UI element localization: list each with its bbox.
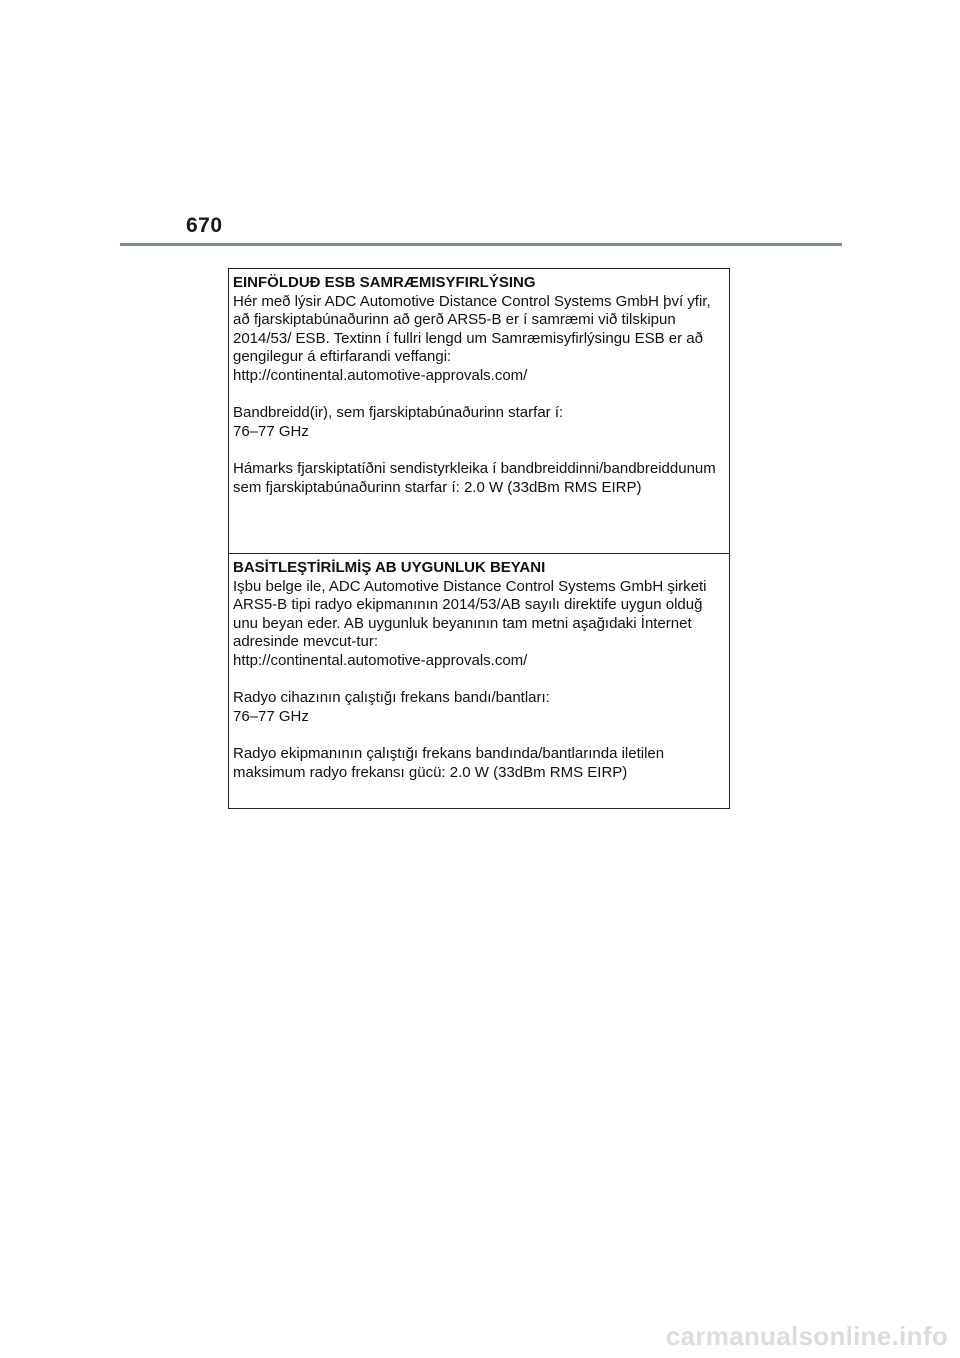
- footer-watermark: carmanualsonline.info: [665, 1321, 948, 1351]
- declaration-box: [228, 268, 730, 809]
- declaration-heading-tr: BASİTLEŞTİRİLMİŞ AB UYGUNLUK BEYANI: [233, 559, 546, 576]
- band-value-is: 76–77 GHz: [233, 422, 309, 440]
- declaration-heading-is: EINFÖLDUÐ ESB SAMRÆMISYFIRLÝSING: [233, 274, 536, 291]
- declaration-url-tr: http://continental.automotive-approvals.com/: [233, 651, 528, 669]
- declaration-intro-is: Hér með lýsir ADC Automotive Distance Control Systems GmbH því yfir, að fjarskiptabúnaðurinn að gerð ARS5-B er í samræmi við tilskipun 2014/53/ ESB. Textinn í fullri lengd um Samræmisyfirlýsingu ESB er að gengilegur á eftirfarandi veffangi:: [233, 292, 711, 366]
- band-value-tr: 76–77 GHz: [233, 707, 309, 725]
- power-text-tr: Radyo ekipmanının çalıştığı frekans bandında/bantlarında iletilen maksimum radyo frekansı gücü: 2.0 W (33dBm RMS EIRP): [233, 744, 665, 781]
- band-label-is: Bandbreidd(ir), sem fjarskiptabúnaðurinn starfar í:: [233, 404, 564, 422]
- declaration-url-is: http://continental.automotive-approvals.com/: [233, 366, 528, 384]
- declaration-intro-tr: Işbu belge ile, ADC Automotive Distance Control Systems GmbH şirketi ARS5-B tipi radyo ekipmanının 2014/53/AB sayılı direktife uygun olduğ unu beyan eder. AB uygunluk beyanının tam metni aşağıdaki İnternet adresinde mevcut-tur:: [233, 577, 707, 651]
- band-label-tr: Radyo cihazının çalıştığı frekans bandı/bantları:: [233, 689, 550, 707]
- page-number: 670: [186, 214, 223, 237]
- header-rule: [120, 243, 842, 246]
- declaration-section-turkish: [229, 554, 729, 808]
- power-text-is: Hámarks fjarskiptatíðni sendistyrkleika í bandbreiddinni/bandbreiddunum sem fjarskiptabúnaðurinn starfar í: 2.0 W (33dBm RMS EIRP): [233, 459, 716, 496]
- declaration-section-icelandic: [229, 269, 729, 554]
